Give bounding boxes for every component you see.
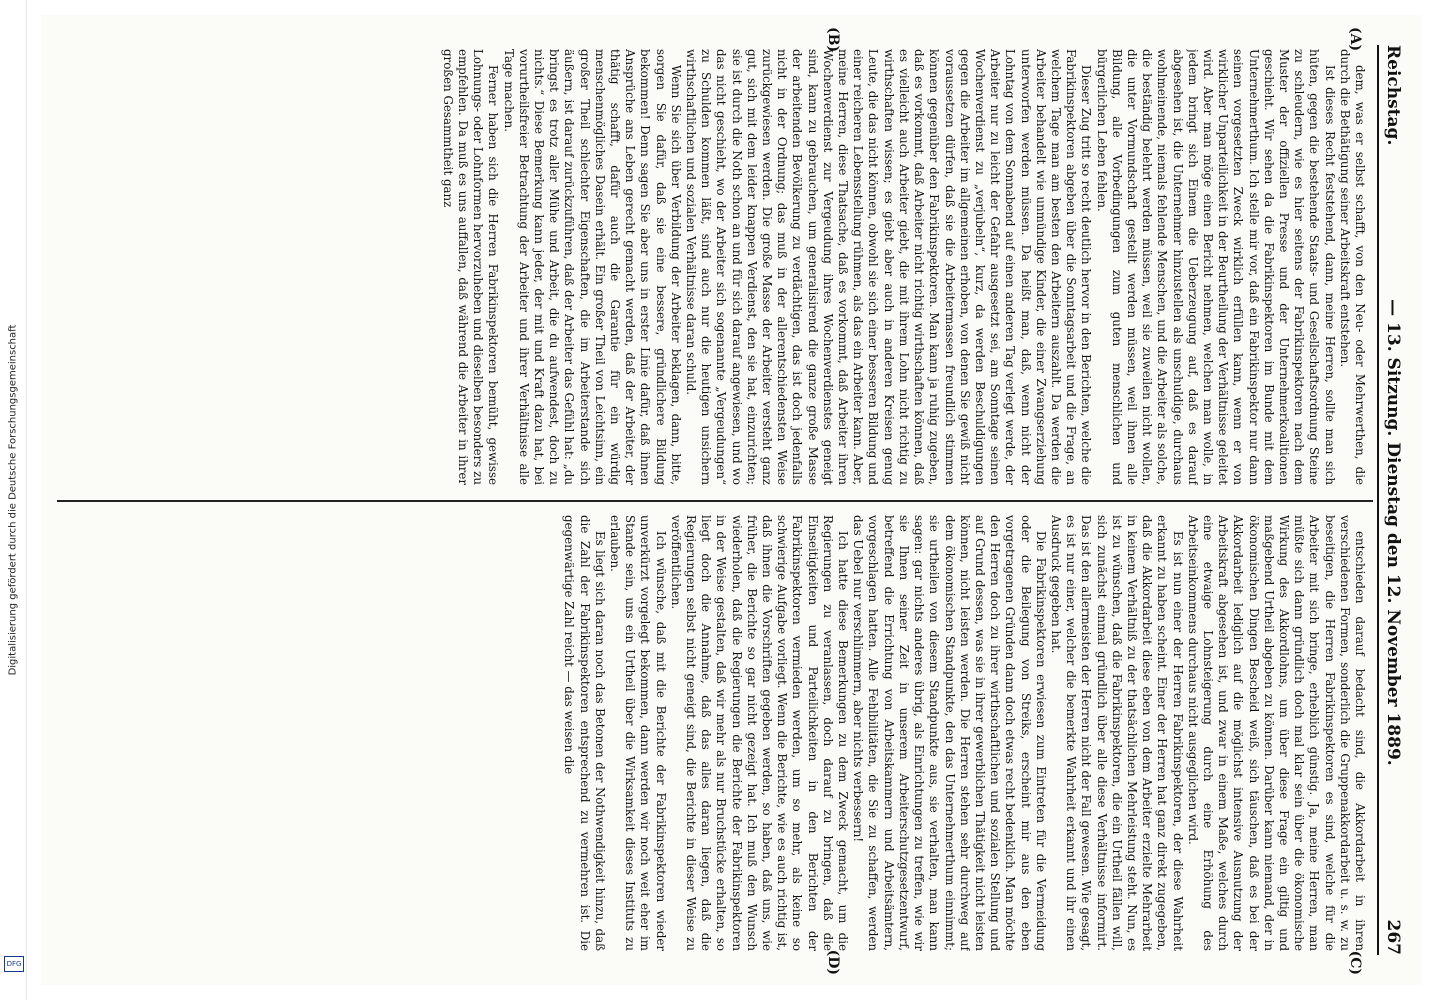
margin-marker-d: (D)	[825, 949, 841, 975]
column-divider	[57, 500, 1373, 502]
paragraph: Dieser Zug tritt so recht deutlich hervor in den Berichten, welche die Fabrikinspektoren abgeben über die Sonntagsarbeit und die Frage, an welchem Tage man am besten den Arbeitern auszahlt. Da werden die Arbeiter behandelt wie unmündige Kinder, die einer Zwangserziehung unterworfen werden müssen. Da heißt man, daß, wenn nicht der Lohntag von dem Sonnabend auf einen anderen Tag verlegt werde, der Arbeiter nur zu leicht der Gefahr ausgesetzt sei, am Sonntage seinen Wochenverdienst zu „verjubeln“, kurz, da werden Beschuldigungen gegen die Arbeiter im allgemeinen erhoben, von denen Sie gewiß nicht voraussetzen dürfen, daß sie die Arbeitermassen freundlich stimmen können gegenüber den Fabrikinspektoren. Man kann ja ruhig zugeben, daß es vorkommt, daß Arbeiter nicht richtig wirthschaften können, daß es vielleicht auch Arbeiter giebt, die mit ihrem Lohn nicht richtig zu wirthschaften wissen; es giebt aber auch in anderen Kreisen genug Leute, die das nicht können, obwohl sie sich einer besseren Bildung und einer reicheren Lebensstellung rühmen, als das ein Arbeiter kann. Aber, meine Herren, diese Thatsache, daß es vorkommt, daß Arbeiter ihren Wochenverdienst zur Vergeudung ihres Wochenverdienstes geneigt sind, kann zu gebrauchen, um generalisirend die ganze große Masse der arbeitenden Bevölkerung zu verdächtigen, das ist doch jedenfalls nicht in der Ordnung; das muß in der allerentschiedensten Weise zurückgewiesen werden. Die große Masse der Arbeiter versteht ganz gut, sich mit dem leider knappen Verdienst, den sie hat, einzurichten; sie ist durch die Noth schon an und für sich darauf angewiesen, und wo das nicht geschieht, wo der Arbeiter sich sogenannte „Vergeudungen“ zu Schulden kommen läßt, sind auch nur die heutigen unsichern wirthschaftlichen und sozialen Verhältnisse daran schuld.	[684, 49, 1094, 485]
margin-marker-a: (A)	[1347, 27, 1363, 52]
paragraph: Es ist nun einer der Herren Fabrikinspektoren, der diese Wahrheit erkannt zu haben scheint. Einer der Herren hat ganz direkt zugegeben, daß die Akkordarbeit diese eben von dem Arbeiter erzielte Mehrarbeit in keinem Verhältniß zu der thatsächlichen Mehrleistung steht. Nun, es ist zu wünschen, daß die Fabrikinspektoren, die ein Urtheil fällen will, sich zunächst einmal gründlich über alle diese Verhältnisse informirt. Das ist den allermeisten der Herren nicht der Fall gewesen. Wie gesagt, es ist nur einer, welcher die bemerkte Wahrheit erkannt und ihr einen Ausdruck gegeben hat.	[1048, 515, 1185, 951]
header-title: Reichstag.	[1383, 45, 1403, 146]
side-strip	[0, 0, 27, 1000]
paragraph: Ich hatte diese Bemerkungen zu dem Zweck gemacht, um die Regierungen zu veranlassen, doch darauf zu bringen, daß die Einseitigkeiten und Parteilichkeiten in den Berichten der Fabrikinspektoren vermieden werden, um so mehr, als keine so schwierige Aufgabe vorliegt. Wenn die Berichte, wie es auch richtig ist, daß ihnen die Vorschriften gegeben werden, so haben, daß uns, wie früher, die Berichte so gar nicht gezeigt hat. Ich muß den Wunsch wiederholen, daß die Regierungen die Berichte der Fabrikinspektoren in der Weise gestalten, daß wir mehr als nur Bruchstücke erhalten, so liegt doch die Annahme, daß das alles daran liegen, daß die Regierungen selbst nicht geneigt sind, die Berichte in dieser Weise zu veröffentlichen.	[668, 515, 851, 951]
newspaper-page	[41, 15, 1421, 985]
dfg-logo: DFG	[4, 956, 24, 972]
paragraph: Ich wünsche, daß mit die Berichte der Fabrikinspektoren wieder unverkürzt vorgelegt bekommen, dann werden wir noch weit eher im Stande sein, uns ein Urtheil über die Wirksamkeit dieses Instituts zu erlauben.	[608, 515, 668, 951]
margin-marker-c: (C)	[1347, 950, 1363, 975]
paragraph: Ist dieses Recht feststehend, dann, meine Herren, sollte man sich hüten, gegen die bestehende Staats- und Gesellschaftsordnung Steine zu schleudern, wie es hier seitens der Fabrikinspektoren nach dem Muster der offiziellen Presse und der Unternehmerkoalitionen geschieht. Wir sehen da die Fabrikinspektoren im Bunde mit dem Unternehmerthum. Ich stelle mir vor, daß ein Fabrikinspektor nur dann seinen vorgesetzten Zweck wirklich erfüllen kann, wenn er von wirklicher Unparteilichkeit in der Beurtheilung der Verhältnisse geleitet wird. Aber man möge einen Bericht nehmen, welchen man wolle, in jedem bringt sich Einem die Ueberzeugung auf, daß es darauf abgesehen ist, die Unternehmer hinzustellen als unschuldige, durchaus wohlmeinende, niemals fehlende Menschen, und die Arbeiter als solche, die beständig belehrt werden müssen, weil sie zuweilen nicht wollen, die unter Vormundschaft gestellt werden müssen, weil ihnen alle Bildung, alle Vorbedingungen zum guten menschlichen und bürgerlichen Leben fehlen.	[1094, 49, 1337, 485]
paragraph: Wenn Sie sich über Verbildung der Arbeiter beklagen, dann, bitte, sorgen Sie dafür, daß sie eine bessere, gründlichere Bildung bekommen! Denn sagen Sie aber uns in erster Linie dafür, daß ihnen Ansprüche ans Leben gerecht gemacht werden, daß der Arbeiter, der thätig schafft, dafür auch die Garantie für ein würdig menschenmögliches Dasein erhält. Ein großer Theil von Leichtsinn, ein großer Theil schlechter Eigenschaften, die im Arbeiterstande sich äußern, ist darauf zurückzuführen, daß der Arbeiter das Gefühl hat: „du bringst es trotz aller Mühe und Arbeit, die du aufwendest, doch zu nichts.“ Diese Bemerkung kann jeder, der mit und Kraft dazu hat, bei vorurtheilsfreier Betrachtung der Arbeiter und ihrer Verhältnisse alle Tage machen.	[501, 49, 683, 485]
header-session: — 13. Sitzung. Dienstag den 12. November 1889.	[1383, 299, 1403, 766]
paragraph: entschieden darauf bedacht sind, die Akkordarbeit in ihren verschiedenen Formen, sonderlich die Gruppenakkordarbeit u. s. w. zu beseitigen, die Herren Fabrikinspektoren es sind, welche für die Arbeiter mit sich bringe, erheblich günstig. Ja, meine Herren, man müßte sich dann gründlich doch mal klar sein über die ökonomische Wirkung des Akkordlohns, um über diese Frage ein giltig und maßgebend Urtheil abgeben zu können. Darüber kann niemand, der in ökonomischen Dingen Bescheid weiß, sich täuschen, daß es bei der Akkordarbeit lediglich auf die möglichst intensive Ausnutzung der Arbeitskraft abgesehen ist, und zwar in einem Maße, welches durch eine etwaige Lohnsteigerung durch eine Erhöhung des Arbeitseinkommens durchaus nicht ausgeglichen wird.	[1185, 515, 1367, 951]
left-column	[57, 49, 1367, 485]
paragraph: Die Fabrikinspektoren erwiesen zum Eintreten für die Vermeidung oder die Beilegung von Streiks, erscheint mir aus den eben vorgetragenen Gründen dann doch etwas recht bedenklich. Man möchte den Herren doch zu ihrer wirthschaftlichen und sozialen Stellung und auf Grund dessen, was sie in ihrer gewerblichen Thätigkeit nicht leisten können, nicht leisten werden. Die Herren stehen sehr durchweg auf dem ökonomischen Standpunkte, den das Unternehmerthum einnimmt; sie urtheilen von diesem Standpunkte aus, sie verhalten, man kann sagen: gar nichts anderes übrig, als Einrichtungen zu treffen, wie wir sie Ihnen seiner Zeit in unserem Arbeiterschutzgesetzentwurf, betreffend die Errichtung von Arbeitskammern und Arbeitsämtern, vorgeschlagen hatten. Alle Fehlbilitäten, die Sie zu schaffen, werden das Uebel nur verschlimmern, aber nichts verbessern!	[851, 515, 1048, 951]
page-header	[1377, 45, 1407, 955]
right-column	[57, 515, 1367, 951]
margin-marker-b: (B)	[825, 27, 841, 53]
paragraph: dem, was er selbst schafft, von den Neu- oder Mehrwerthen, die durch die Bethätigung seiner Arbeitskraft entstehen.	[1337, 49, 1367, 485]
paragraph: Ferner haben sich die Herren Fabrikinspektoren bemüht, gewisse Lohnungs- oder Lohnformen hervorzuheben und dieselben besonders zu empfehlen. Da muß es uns auffallen, daß während die Arbeiter in ihrer großen Gesammtheit ganz	[440, 49, 501, 485]
digitization-credit: Digitalisierung gefördert durch die Deutsche Forschungsgemeinschaft	[7, 324, 19, 676]
paragraph: Es liegt sich daran noch das Betonen der Nothwendigkeit hinzu, daß die Zahl der Fabrikinspektoren entsprechend zu vermehren ist. Die gegenwärtige Zahl reicht — das weisen die	[562, 515, 607, 951]
page-number: 267	[1383, 919, 1403, 955]
